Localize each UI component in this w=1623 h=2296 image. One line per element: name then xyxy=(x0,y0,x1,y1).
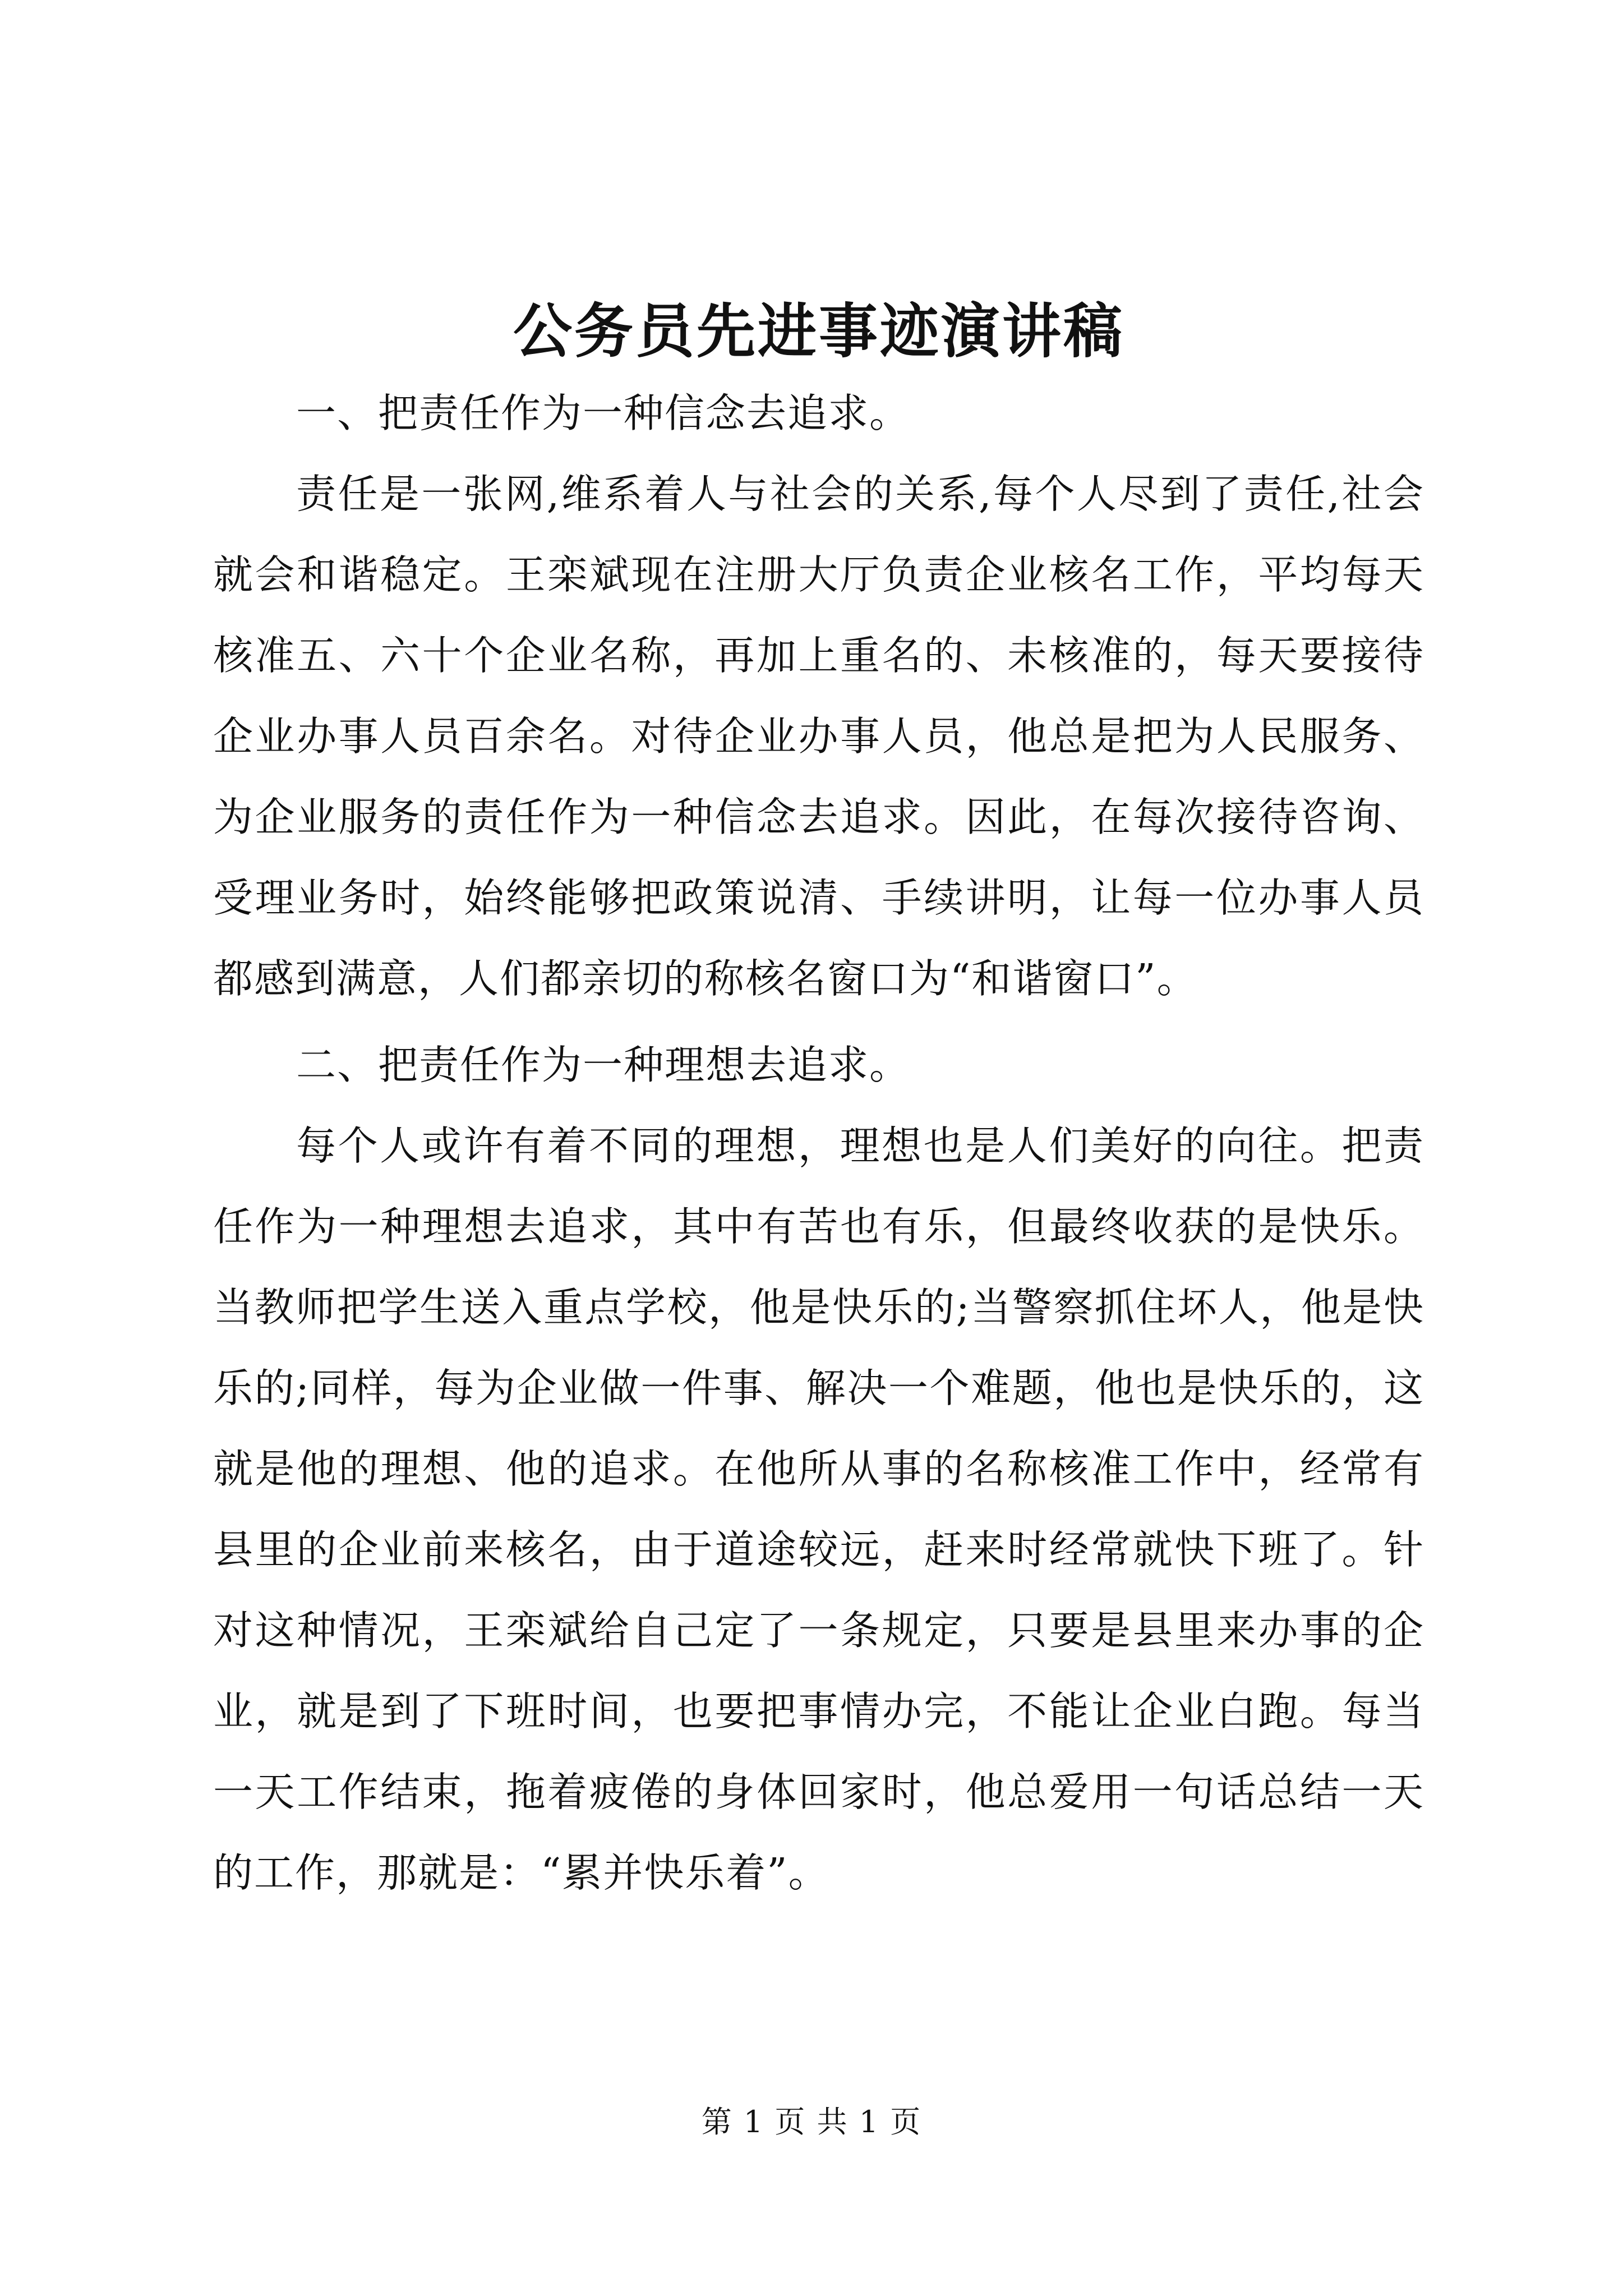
section-1-heading: 一、把责任作为一种信念去追求。 xyxy=(296,390,911,436)
section-1-paragraph: 责任是一张网,维系着人与社会的关系,每个人尽到了责任,社会就会和谐稳定。王栾斌现在注册大厅负责企业核名工作，平均每天核准五、六十个企业名称，再加上重名的、未核准的，每天要接待企业办事人员百余名。对待企业办事人员，他总是把为人民服务、为企业服务的责任作为一种信念去追求。因此，在每次接待咨询、受理业务时，始终能够把政策说清、手续讲明，让每一位办事人员都感到满意，人们都亲切的称核名窗口为“和谐窗口”。 xyxy=(213,471,1424,1002)
section-2-heading: 二、把责任作为一种理想去追求。 xyxy=(296,1042,911,1088)
page-footer: 第 1 页 共 1 页 xyxy=(701,2104,922,2139)
document-content xyxy=(213,295,1424,1913)
document-title: 公务员先进事迹演讲稿 xyxy=(513,296,1124,366)
section-2-paragraph: 每个人或许有着不同的理想，理想也是人们美好的向往。把责任作为一种理想去追求，其中有苦也有乐，但最终收获的是快乐。当教师把学生送入重点学校，他是快乐的;当警察抓住坏人，他是快乐的;同样，每为企业做一件事、解决一个难题，他也是快乐的，这就是他的理想、他的追求。在他所从事的名称核准工作中，经常有县里的企业前来核名，由于道途较远，赶来时经常就快下班了。针对这种情况，王栾斌给自己定了一条规定，只要是县里来办事的企业，就是到了下班时间，也要把事情办完，不能让企业白跑。每当一天工作结束，拖着疲倦的身体回家时，他总爱用一句话总结一天的工作，那就是：“累并快乐着”。 xyxy=(213,1122,1424,1896)
